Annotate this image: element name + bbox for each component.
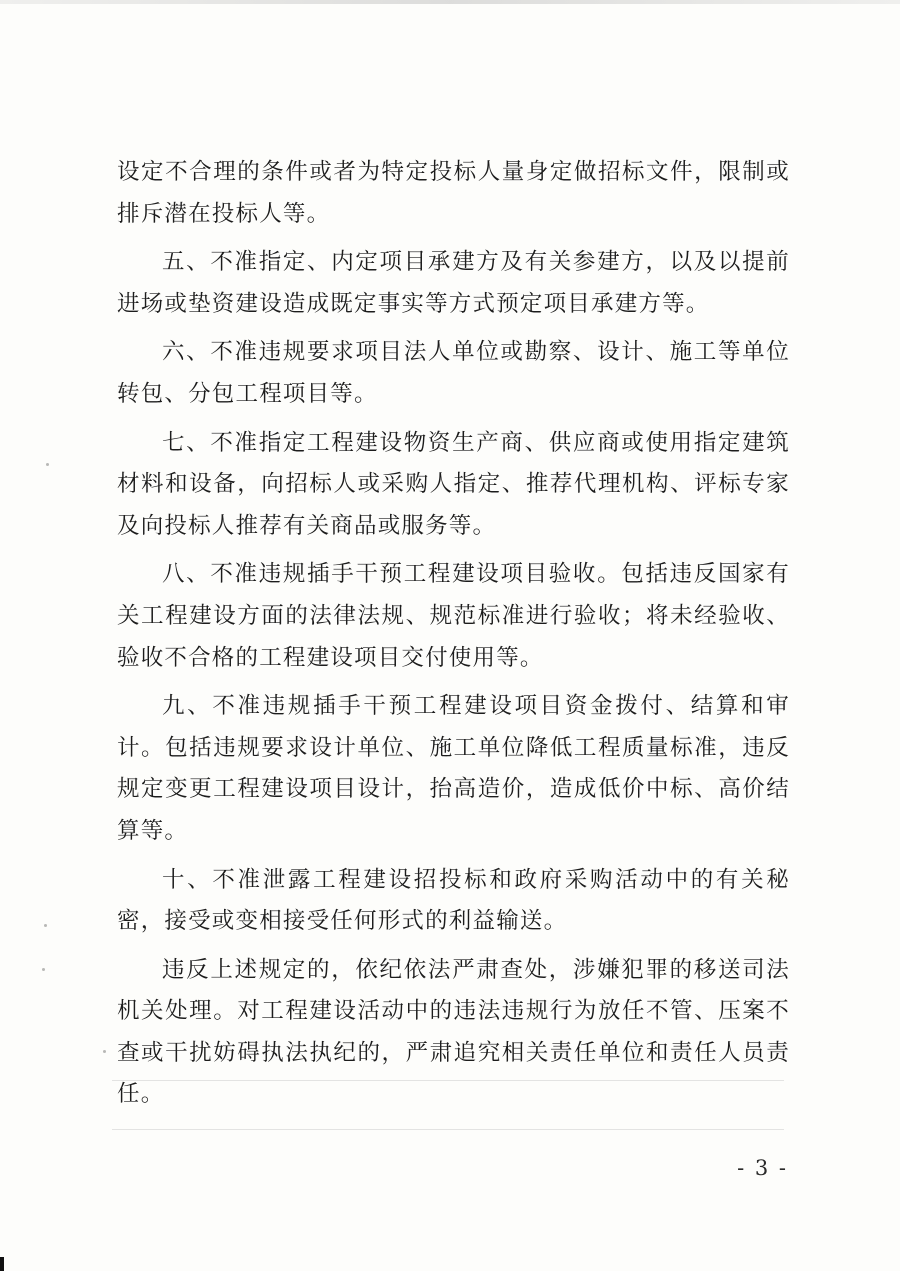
scan-speck [103,1050,106,1053]
paragraph-item-9: 九、不准违规插手干预工程建设项目资金拨付、结算和审计。包括违规要求设计单位、施工单位降低工程质量标准，违反规定变更工程建设项目设计，抬高造价，造成低价中标、高价结算等。 [117,693,790,844]
page-number: - 3 - [737,1156,788,1180]
scan-speck [42,968,45,971]
paragraph-item-5: 五、不准指定、内定项目承建方及有关参建方，以及以提前进场或垫资建设造成既定事实等方式预定项目承建方等。 [117,249,790,317]
scan-corner-mark [0,1257,4,1271]
document-body [117,152,790,1116]
paragraph-item-8: 八、不准违规插手干预工程建设项目验收。包括违反国家有关工程建设方面的法律法规、规范标准进行验收；将未经验收、验收不合格的工程建设项目交付使用等。 [117,561,790,671]
paragraph-item-7: 七、不准指定工程建设物资生产商、供应商或使用指定建筑材料和设备，向招标人或采购人指定、推荐代理机构、评标专家及向投标人推荐有关商品或服务等。 [117,429,790,539]
paragraph-closing: 违反上述规定的，依纪依法严肃查处，涉嫌犯罪的移送司法机关处理。对工程建设活动中的违法违规行为放任不管、压案不查或干扰妨碍执法执纪的，严肃追究相关责任单位和责任人员责任。 [117,956,790,1108]
scan-speck [44,924,47,927]
faded-footer-rule [112,1080,784,1130]
paragraph-continuation: 设定不合理的条件或者为特定投标人量身定做招标文件，限制或排斥潜在投标人等。 [117,159,790,227]
paragraph-item-10: 十、不准泄露工程建设招投标和政府采购活动中的有关秘密，接受或变相接受任何形式的利益输送。 [117,866,790,935]
scan-edge [0,0,900,4]
scan-speck [46,463,49,466]
paragraph-item-6: 六、不准违规要求项目法人单位或勘察、设计、施工等单位转包、分包工程项目等。 [117,339,790,407]
